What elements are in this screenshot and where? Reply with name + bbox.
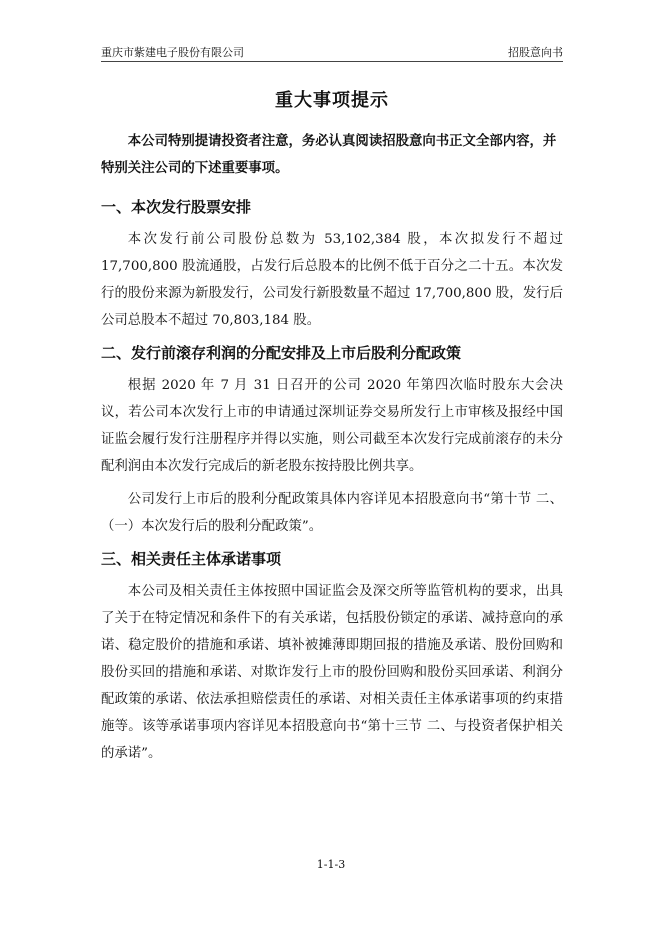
section-paragraph: 本次发行前公司股份总数为 53,102,384 股，本次拟发行不超过 17,700,800 股流通股，占发行后总股本的比例不低于百分之二十五。本次发行的股份来源为新股发行，公司发行新股数量不超过 17,700,800 股，发行后公司总股本不超过 70,803,184 股。 [101, 232, 563, 328]
page-number: 1-1-3 [316, 858, 346, 871]
section-paragraph: 公司发行上市后的股利分配政策具体内容详见本招股意向书“第十节 二、（一）本次发行后的股利分配政策”。 [101, 492, 563, 534]
header-company-name: 重庆市紫建电子股份有限公司 [101, 46, 244, 59]
intro-notice: 本公司特别提请投资者注意，务必认真阅读招股意向书正文全部内容，并特别关注公司的下述重要事项。 [101, 134, 557, 176]
section-share-issuance [101, 194, 563, 334]
section-commitments [101, 546, 563, 767]
section-heading: 一、本次发行股票安排 [101, 198, 252, 216]
section-paragraph: 本公司及相关责任主体按照中国证监会及深交所等监管机构的要求，出具了关于在特定情况和条件下的有关承诺，包括股份锁定的承诺、减持意向的承诺、稳定股价的措施和承诺、填补被摊薄即期回报的措施及承诺、股份回购和股份买回的措施和承诺、对欺诈发行上市的股份回购和股份买回承诺、利润分配政策的承诺、依法承担赔偿责任的承诺、对相关责任主体承诺事项的约束措施等。该等承诺事项内容详见本招股意向书“第十三节 二、与投资者保护相关的承诺”。 [101, 584, 563, 761]
section-profit-distribution [101, 340, 563, 540]
page-title: 重大事项提示 [275, 90, 389, 111]
document-body [101, 86, 563, 773]
section-paragraph: 根据 2020 年 7 月 31 日召开的公司 2020 年第四次临时股东大会决议，若公司本次发行上市的申请通过深圳证券交易所发行上市审核及报经中国证监会履行发行注册程序并得以实施，则公司截至本次发行完成前滚存的未分配利润由本次发行完成后的新老股东按持股比例共享。 [101, 378, 563, 474]
page-header [101, 44, 563, 62]
header-document-type: 招股意向书 [508, 46, 563, 59]
section-heading: 三、相关责任主体承诺事项 [101, 550, 282, 568]
section-heading: 二、发行前滚存利润的分配安排及上市后股利分配政策 [101, 344, 462, 362]
